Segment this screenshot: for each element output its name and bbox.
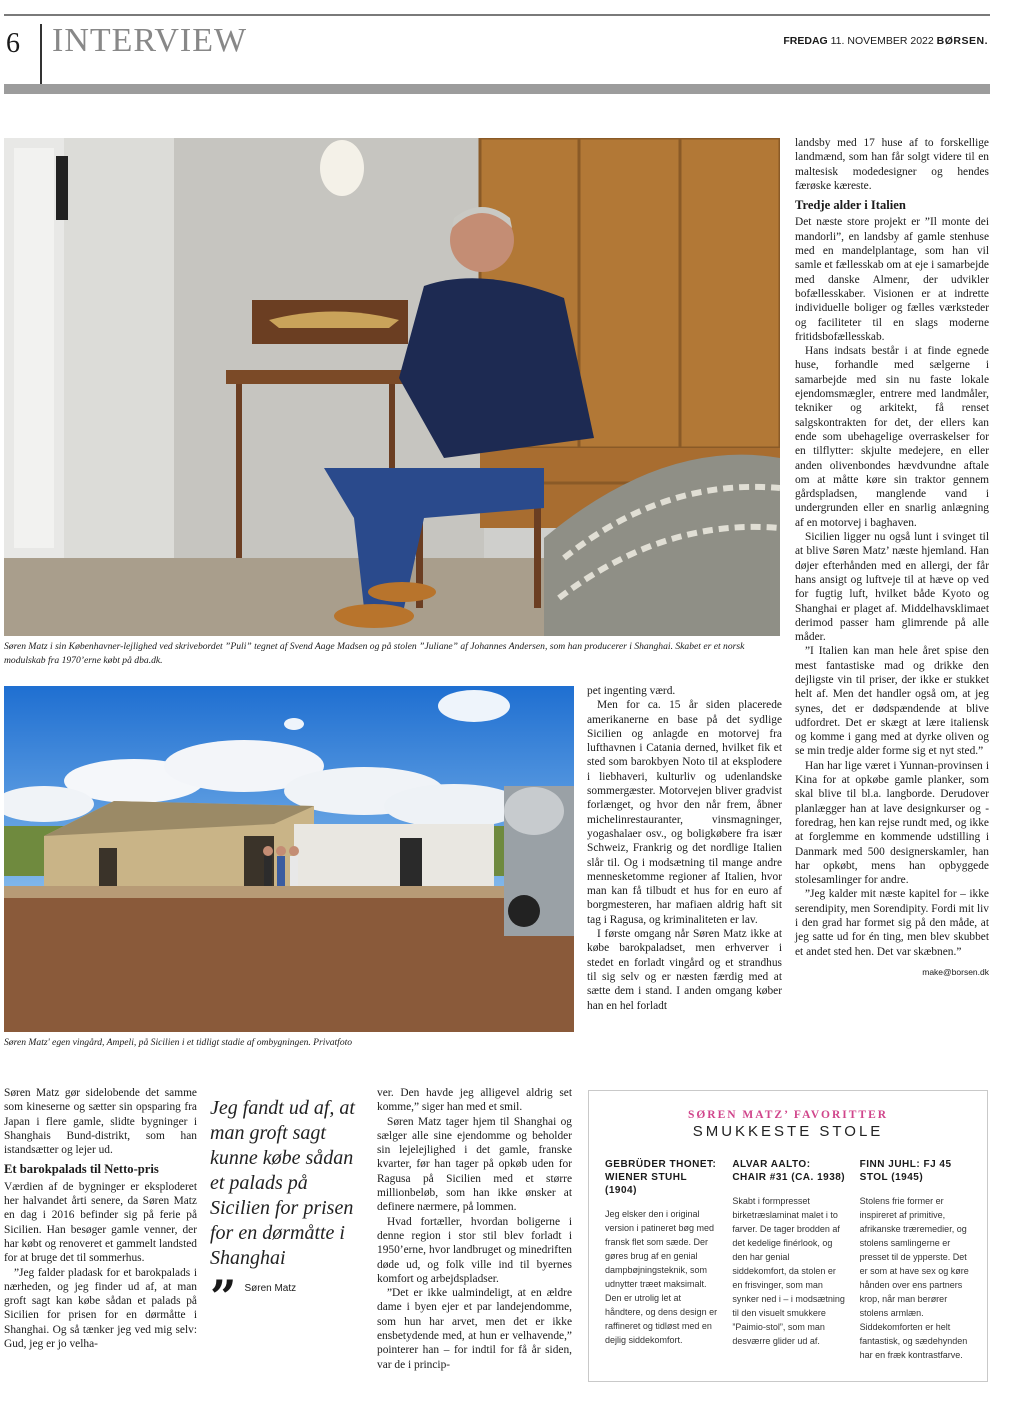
paragraph: ”Det er ikke ualmindeligt, at en ældre dame i byen ejer et par landejendomme, som hun har arvet, men det er ikke ensbetydende med, at hun er velhavende,” pointerer han – for indtil for få år siden, var de i princip- (377, 1287, 572, 1371)
pull-quote-attribution: Søren Matz (244, 1283, 297, 1294)
photo-vineyard (4, 686, 574, 1032)
top-rule (4, 14, 990, 16)
paragraph: I første omgang når Søren Matz ikke at købe barokpaladset, men erhverver i stedet en forladt vingård og et strandhus til sig selv og er næsten færdig med at sætte dem i stand. I anden omgang køber han en hel forladt (587, 928, 782, 1012)
subheading-barokpalads: Et barokpalads til Netto-pris (4, 1162, 159, 1177)
paragraph: Hans indsats består i at finde egnede huse, forhandle med sælgerne i samarbejde med sin nu faste lokale ejendomsmægler, entrere med landmåler, tekniker og arkitekt, få renset salgskontrakten for det, der ellers kan ende som ubehagelige overraskelser for en tilflytter: skjulte medejere, en eller anden olivenbondes hævdvundne aftale om at måtte køre sin traktor gennem gårdspladsen, manglende vand i undergrunden eller en snarlig anlægning af en motorvej i baghaven. (795, 345, 989, 529)
date-prefix: FREDAG (783, 35, 828, 47)
photo-apartment-caption: Søren Matz i sin Københavner-lejlighed ved skrivebordet ”Puli” tegnet af Svend Aage Madsen og på stolen ”Juliane” af Johannes Andersen, som han producerer i Shanghai. Skabet er et norsk modulskab fra 1970’erne købt på dba.dk. (4, 641, 745, 666)
favorites-box (588, 1090, 988, 1382)
paragraph: Men for ca. 15 år siden placerede amerikanerne en base på det sydlige Sicilien og anlagde en motorvej fra lufthavnen i Catania derned, hvilket fik et sted som barokbyen Noto til at eksplodere i liebhaveri, kulturliv og udenlandske sommergæster. Motorvejen bliver gradvist forlænget, og hvor den når frem, åbner michelinrestauranter, vinsmagninger, yogashalaer osv., og boligkøbere fra især Schweiz, Frankrig og det nordlige Italien slår til. Og i modsætning til mange andre mennesketomme regioner af Italien, hvor man kan få tilbudt et hus for en euro af borgmesteren, har mafiaen aldrig haft sit tag i Ragusa, og kriminaliteten er lav. (587, 699, 782, 926)
paragraph: Værdien af de bygninger er eksploderet her halvandet årti senere, da Søren Matz en dag i 2016 befinder sig på ferie på Sicilien. Han besøger gamle venner, der har købt og renoveret et gammelt landsted for at bruge det til sommerhus. (4, 1180, 197, 1265)
header-divider (40, 24, 42, 84)
paragraph: ”Jeg falder pladask for et barokpalads i nærheden, og jeg finder ud af, at man groft sagt kan købe sådan et palads på Sicilien for prisen for en dørmåtte i Shanghai. Og så tænker jeg ved mig selv: Gud, jeg er jo velha- (4, 1266, 197, 1351)
article-column-middle (587, 684, 782, 1013)
photo-apartment (4, 138, 780, 636)
article-column-bottom-3 (377, 1086, 572, 1372)
photo-vineyard-caption: Søren Matz' egen vingård, Ampeli, på Sicilien i et tidligt stadie af ombygningen. Privatfoto (4, 1037, 353, 1048)
favorites-title: SMUKKESTE STOLE (692, 1123, 884, 1140)
paragraph: landsby med 17 huse af to forskellige landmænd, som han får solgt videre til en maltesisk modedesigner og hendes færøske kæreste. (795, 137, 989, 192)
pull-quote (210, 1096, 370, 1324)
paragraph: ver. Den havde jeg alligevel aldrig set komme,” siger han med et smil. (377, 1087, 572, 1114)
favorite-name: FINN JUHL: FJ 45 STOL (1945) (859, 1159, 952, 1183)
pull-quote-text: Jeg fandt ud af, at man groft sagt kunne købe sådan et palads på Sicilien for prisen for en dørmåtte i Shanghai (210, 1097, 355, 1269)
paragraph: ”Jeg kalder mit næste kapitel for – ikke serendipity, men Sorendipity. Fordi mit liv i den grad har formet sig på den måde, at jeg satte ud for én ting, men blev skubbet et andet sted hen. Det var skæbnen.” (795, 888, 989, 958)
paragraph: pet ingenting værd. (587, 685, 676, 697)
paragraph: Søren Matz gør sidelobende det samme som kineserne og sætter sin opsparing fra Japan i flere gamle, slidte bygninger i Shanghais Bund-distrikt, som han istandsætter og lejer ud. (4, 1087, 197, 1157)
author-email: make@borsen.dk (922, 966, 989, 977)
favorites-kicker: SØREN MATZ’ FAVORITTER (687, 1109, 889, 1121)
dateline (783, 35, 988, 47)
paragraph: Søren Matz tager hjem til Shanghai og sælger alle sine ejendomme og beholder sin lejelejlighed i det gamle, franske kvarter, før han tager på opkøb uden for Ragusa på Sicilien med et større millionbeløb, som han ikke ønsker at definere nærmere, på lommen. (377, 1115, 572, 1214)
favorite-text: Stolens frie former er inspireret af primitive, afrikanske træremedier, og stolens samlingerne er presset til de ypperste. Det er som at have sex og køre hånden over ens partners krop, når man berører stolens armlæn. Siddekomforten er helt fantastisk, og sædehynden har en fræk kontrastfarve. (859, 1196, 969, 1360)
favorite-item-thonet (605, 1158, 718, 1362)
article-column-right (795, 136, 989, 979)
paragraph: Hvad fortæller, hvordan boligerne i denne region i stor stil blev forladt i 1950’erne, hvor landbruget og minedriften døde ud, og folk ville ind til byernes komfort og arbejdspladser. (377, 1215, 572, 1285)
paragraph: Han har lige været i Yunnan-provinsen i Kina for at opkøbe gamle planker, som skal blive til bl.a. langborde. Derudover planlægger han at lave designkurser og -foredrag, hen kan rejse rundt med, og ikke at forglemme en kommende udstilling i Danmark med 500 designerskamler, han har opkøbt, mens han opbyggede stolesamlinger for andre. (795, 759, 989, 887)
date: 11. NOVEMBER 2022 (830, 35, 934, 47)
favorites-list (589, 1140, 987, 1362)
photo-vineyard-illustration (4, 686, 574, 1032)
quote-mark-icon: ” (210, 1270, 237, 1324)
article-column-bottom-1 (4, 1086, 197, 1351)
section-title: INTERVIEW (52, 22, 248, 59)
favorite-item-juhl (860, 1158, 973, 1362)
favorite-text: Jeg elsker den i original version i patineret bøg med fransk flet som sæde. Der gøres brug af en genial dampbøjningsteknik, som udnytter træet maksimalt. Den er utrolig let at håndtere, og dens design er raffineret og tidløst med en dejlig siddekomfort. (605, 1209, 718, 1345)
photo-apartment-illustration (4, 138, 780, 636)
subheading-tredje-alder: Tredje alder i Italien (795, 198, 906, 213)
paragraph: Det næste store projekt er ”Il monte dei mandorli”, en landsby af gamle stenhuse med en mandelplantage, som han vil samle et fællesskab om at eje i samarbejde med danske Almenr, der udvikler bofællesskaber. Visionen er at indrette individuelle boliger og fælles værksteder og faciliteter til en slags moderne fritidsbofællesskab. (795, 216, 989, 343)
brand-logo: BØRSEN. (936, 35, 988, 47)
header-bar (4, 84, 990, 94)
paragraph: ”I Italien kan man hele året spise den mest fantastiske mad og drikke den dejligste vin til priser, der ikke er stukket helt af. Men det handler også om, at jeg synes, det er dødspændende at blive udfordret. Det er skægt at lære italiensk og komme i gang med at dyrke oliven og se min tredje alder forme sig et nyt sted.” (795, 645, 989, 758)
favorite-name: GEBRÜDER THONET: WIENER STUHL (1904) (605, 1159, 717, 1196)
favorite-text: Skabt i formpresset birketræslaminat malet i to farver. De tager brodden af det kedelige finérlook, og den har genial siddekomfort, da stolen er en frisvinger, som man synker ned i – i modsætning til den visuelt smukkere ”Paimio-stol”, som man desværre glider ud af. (732, 1196, 845, 1346)
page-number: 6 (6, 28, 20, 59)
paragraph: Sicilien ligger nu også lunt i svinget til at blive Søren Matz’ næste hjemland. Han døjer efterhånden med en allergi, der får hans ansigt og luftveje til at hæve op ved for fugtig luft, hvilket både Kyoto og Shanghai er plaget af. Middelhavsklimaet derimod passer ham glimrende på alle måder. (795, 531, 989, 644)
favorite-name: ALVAR AALTO: CHAIR #31 (CA. 1938) (732, 1159, 846, 1183)
favorite-item-aalto (732, 1158, 845, 1362)
pull-quote-attribution-row (210, 1270, 370, 1324)
